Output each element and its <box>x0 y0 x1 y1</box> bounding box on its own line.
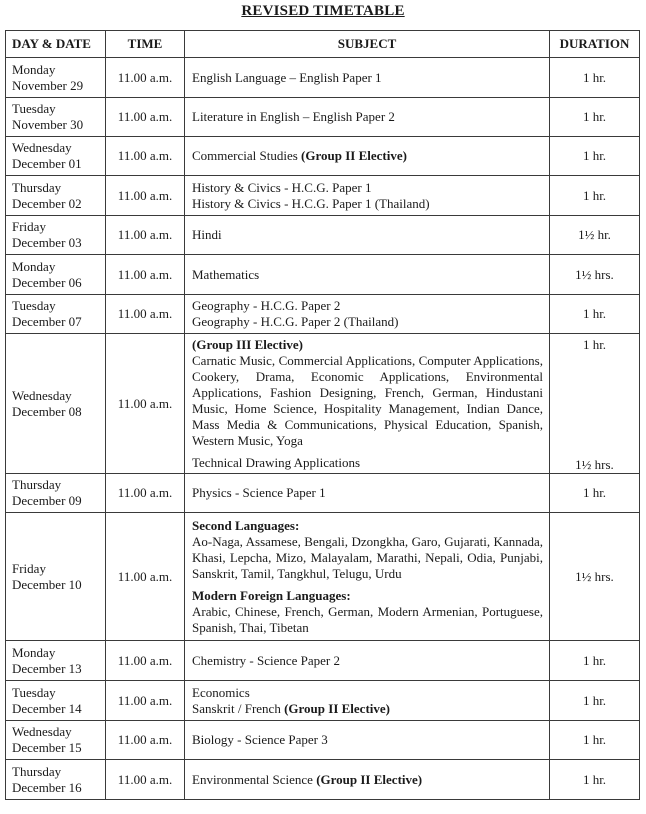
day-name: Monday <box>12 644 56 660</box>
extra-subject: Technical Drawing Applications <box>192 455 361 470</box>
subject-cell <box>185 98 550 137</box>
time-cell: 11.00 a.m. <box>106 641 185 681</box>
day-date-cell <box>6 216 106 255</box>
subject-line <box>192 196 543 212</box>
day-date-cell <box>6 760 106 800</box>
subject-line <box>192 227 543 243</box>
group-subjects: Carnatic Music, Commercial Applications, Computer Applications, Cookery, Drama, Economic Applications, Environmental Applications, Fashion Designing, French, German, Hindustani Music, Home Science, Hospitality Management, Indian Dance, Mass Media & Communications, Physical Education, Spanish, Western Music, Yoga <box>192 353 543 448</box>
table-row <box>6 137 640 176</box>
time-cell: 11.00 a.m. <box>106 176 185 216</box>
second-languages-list: Ao-Naga, Assamese, Bengali, Dzongkha, Garo, Gujarati, Kannada, Khasi, Lepcha, Mizo, Malayalam, Marathi, Nepali, Odia, Punjabi, Sanskrit, Tamil, Tangkhul, Telugu, Urdu <box>192 533 543 581</box>
subject-text: History & Civics - H.C.G. Paper 1 <box>192 179 372 195</box>
duration-extra: 1½ hrs. <box>575 457 614 472</box>
day-name: Wednesday <box>12 387 72 403</box>
subject-cell <box>185 513 550 641</box>
time-cell: 11.00 a.m. <box>106 137 185 176</box>
header-day-date: DAY & DATE <box>6 31 106 58</box>
day-date-cell <box>6 334 106 474</box>
subject-cell <box>185 295 550 334</box>
time-cell: 11.00 a.m. <box>106 681 185 721</box>
subject-text: Hindi <box>192 227 222 242</box>
date: December 01 <box>12 156 82 171</box>
day-date-cell <box>6 255 106 295</box>
subject-cell <box>185 760 550 800</box>
duration-cell <box>550 334 640 474</box>
header-time: TIME <box>106 31 185 58</box>
subject-cell <box>185 641 550 681</box>
subject-line <box>192 732 543 748</box>
subject-text: Geography - H.C.G. Paper 2 <box>192 298 341 313</box>
subject-line <box>192 70 543 86</box>
table-row <box>6 681 640 721</box>
time-cell: 11.00 a.m. <box>106 513 185 641</box>
day-date-cell <box>6 137 106 176</box>
time-cell: 11.00 a.m. <box>106 334 185 474</box>
table-row <box>6 58 640 98</box>
day-date-cell <box>6 721 106 760</box>
day-date-cell <box>6 474 106 513</box>
duration-cell: 1 hr. <box>550 760 640 800</box>
subject-cell <box>185 255 550 295</box>
subject-line <box>192 298 543 314</box>
subject-line <box>192 653 543 669</box>
duration-cell: 1½ hrs. <box>550 513 640 641</box>
day-name: Wednesday <box>12 140 72 155</box>
day-name: Monday <box>12 61 56 77</box>
subject-line <box>192 109 543 125</box>
date: December 09 <box>12 493 82 508</box>
time-cell: 11.00 a.m. <box>106 721 185 760</box>
subject-cell <box>185 334 550 474</box>
table-row <box>6 255 640 295</box>
duration-cell: 1 hr. <box>550 641 640 681</box>
day-date-cell <box>6 295 106 334</box>
duration-cell: 1 hr. <box>550 295 640 334</box>
date: December 07 <box>12 314 82 329</box>
table-row <box>6 721 640 760</box>
header-row <box>6 31 640 58</box>
subject-text: Environmental Science <box>192 771 317 787</box>
foreign-languages-heading: Modern Foreign Languages: <box>192 587 351 603</box>
date: December 16 <box>12 779 82 795</box>
day-name: Thursday <box>12 477 62 492</box>
day-date-cell <box>6 641 106 681</box>
subject-text: Economics <box>192 684 250 700</box>
time-cell: 11.00 a.m. <box>106 58 185 98</box>
subject-line <box>192 701 543 717</box>
subject-line <box>192 267 543 283</box>
subject-text: Sanskrit / French <box>192 700 285 716</box>
day-name: Friday <box>12 560 46 576</box>
subject-cell <box>185 474 550 513</box>
day-date-cell <box>6 513 106 641</box>
day-date-cell <box>6 681 106 721</box>
subject-line <box>192 685 543 701</box>
duration-cell: 1 hr. <box>550 58 640 98</box>
table-row <box>6 334 640 474</box>
header-subject: SUBJECT <box>185 31 550 58</box>
day-date-cell <box>6 98 106 137</box>
subject-cell <box>185 137 550 176</box>
duration-primary: 1 hr. <box>582 337 607 352</box>
duration-cell: 1 hr. <box>550 474 640 513</box>
subject-text: Biology - Science Paper 3 <box>192 732 328 747</box>
duration-cell: 1 hr. <box>550 98 640 137</box>
subject-text: Literature in English – English Paper 2 <box>192 109 395 124</box>
time-cell: 11.00 a.m. <box>106 216 185 255</box>
date: November 30 <box>12 117 84 132</box>
day-name: Wednesday <box>12 724 72 739</box>
subject-line <box>192 772 543 788</box>
table-row <box>6 295 640 334</box>
duration-cell: 1½ hr. <box>550 216 640 255</box>
table-row <box>6 513 640 641</box>
table-row <box>6 216 640 255</box>
timetable-body <box>6 58 640 800</box>
date: December 06 <box>12 274 82 290</box>
date: December 08 <box>12 403 82 419</box>
subject-line <box>192 180 543 196</box>
table-row <box>6 98 640 137</box>
date: December 10 <box>12 576 82 592</box>
subject-line <box>192 148 543 164</box>
date: December 02 <box>12 195 82 211</box>
day-date-cell <box>6 176 106 216</box>
subject-elective: (Group II Elective) <box>301 148 407 163</box>
subject-elective: (Group II Elective) <box>284 700 390 716</box>
subject-text: Mathematics <box>192 266 260 282</box>
day-date-cell <box>6 58 106 98</box>
subject-text: English Language – English Paper 1 <box>192 69 382 85</box>
group-heading: (Group III Elective) <box>192 337 303 352</box>
day-name: Tuesday <box>12 298 56 313</box>
time-cell: 11.00 a.m. <box>106 760 185 800</box>
subject-text: History & Civics - H.C.G. Paper 1 (Thailand) <box>192 195 430 211</box>
day-name: Tuesday <box>12 684 56 700</box>
subject-cell <box>185 58 550 98</box>
day-name: Monday <box>12 258 56 274</box>
subject-line <box>192 314 543 330</box>
subject-cell <box>185 721 550 760</box>
day-name: Tuesday <box>12 101 56 116</box>
day-name: Thursday <box>12 763 62 779</box>
subject-cell <box>185 681 550 721</box>
duration-cell: 1½ hrs. <box>550 255 640 295</box>
time-cell: 11.00 a.m. <box>106 295 185 334</box>
date: November 29 <box>12 77 84 93</box>
duration-cell: 1 hr. <box>550 176 640 216</box>
time-cell: 11.00 a.m. <box>106 255 185 295</box>
subject-cell <box>185 216 550 255</box>
date: December 13 <box>12 660 82 676</box>
table-row <box>6 641 640 681</box>
subject-text: Geography - H.C.G. Paper 2 (Thailand) <box>192 314 399 329</box>
subject-cell <box>185 176 550 216</box>
page-title: REVISED TIMETABLE <box>241 3 405 19</box>
day-name: Friday <box>12 219 46 234</box>
header-duration: DURATION <box>550 31 640 58</box>
time-cell: 11.00 a.m. <box>106 98 185 137</box>
date: December 15 <box>12 740 82 755</box>
time-cell: 11.00 a.m. <box>106 474 185 513</box>
duration-cell: 1 hr. <box>550 681 640 721</box>
subject-line <box>192 485 543 501</box>
subject-text: Commercial Studies <box>192 148 302 163</box>
table-row <box>6 176 640 216</box>
subject-elective: (Group II Elective) <box>316 771 423 787</box>
date: December 14 <box>12 700 82 716</box>
date: December 03 <box>12 235 82 250</box>
duration-cell: 1 hr. <box>550 137 640 176</box>
subject-text: Chemistry - Science Paper 2 <box>192 652 341 668</box>
subject-text: Physics - Science Paper 1 <box>192 485 326 500</box>
table-row <box>6 474 640 513</box>
table-row <box>6 760 640 800</box>
timetable <box>5 30 640 800</box>
foreign-languages-list: Arabic, Chinese, French, German, Modern Armenian, Portuguese, Spanish, Thai, Tibetan <box>192 603 543 635</box>
duration-cell: 1 hr. <box>550 721 640 760</box>
day-name: Thursday <box>12 179 62 195</box>
second-languages-heading: Second Languages: <box>192 517 300 533</box>
